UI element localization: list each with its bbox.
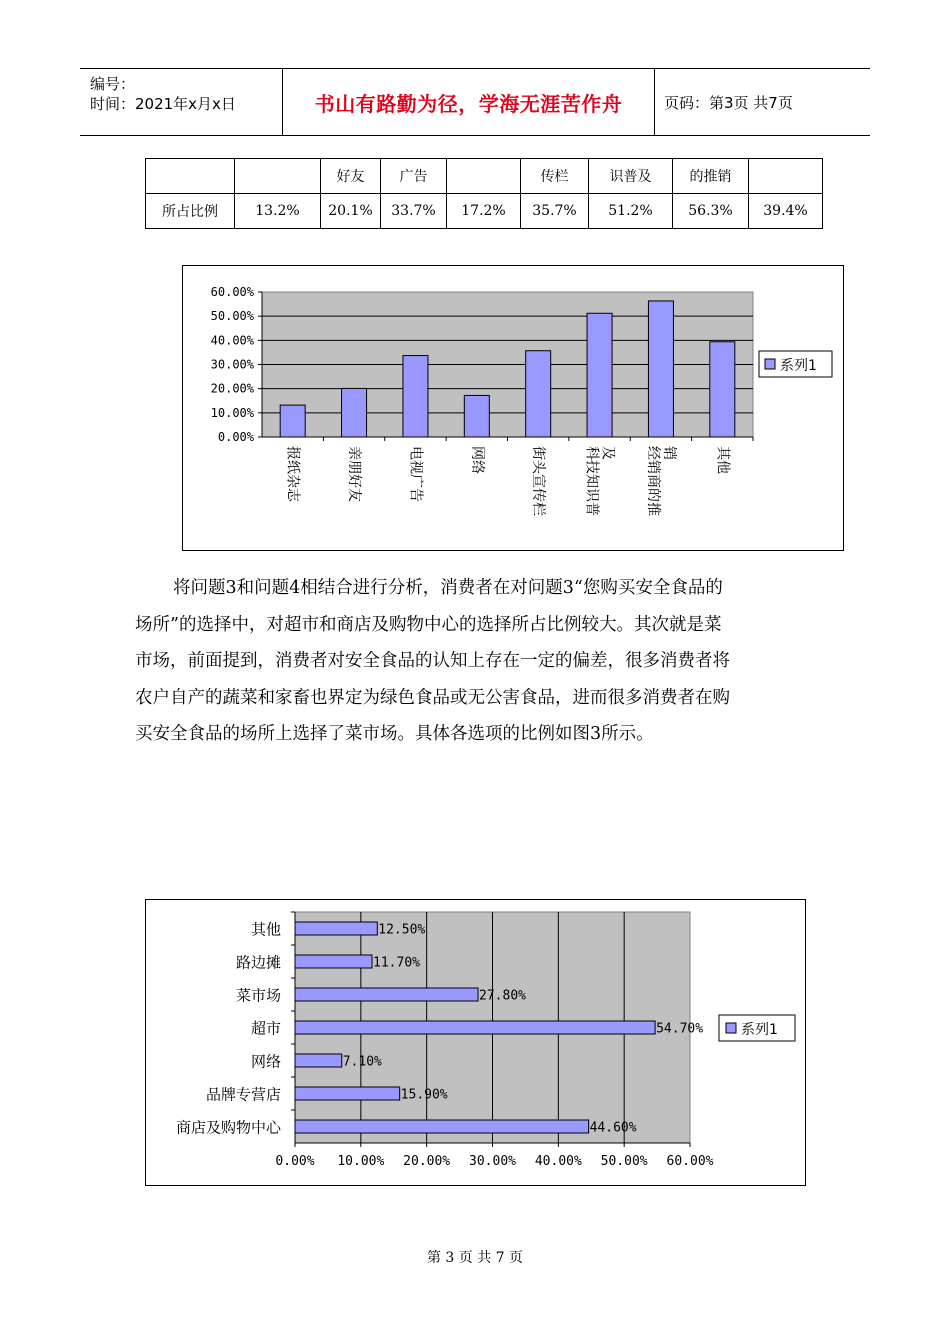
y-tick-label: 40.00% — [210, 333, 254, 348]
table-cell — [447, 159, 521, 194]
y-tick-label: 10.00% — [210, 405, 254, 420]
table-cell: 51.2% — [589, 194, 673, 229]
table-cell: 35.7% — [521, 194, 589, 229]
body-paragraph — [135, 570, 825, 753]
bar — [648, 301, 673, 437]
bar — [295, 922, 377, 935]
x-tick-label: 10.00% — [337, 1154, 385, 1169]
table-cell: 17.2% — [447, 194, 521, 229]
bar — [342, 388, 367, 437]
page-header — [80, 68, 870, 136]
paragraph-line: 将问题3和问题4相结合进行分析，消费者在对问题3“您购买安全食品的 — [173, 578, 723, 598]
bar — [295, 988, 478, 1001]
x-tick-label: 街头宣传栏 — [530, 446, 547, 516]
vertical-bar-chart-svg — [183, 266, 843, 550]
y-tick-label: 0.00% — [217, 430, 254, 444]
table-cell: 广告 — [381, 159, 447, 194]
header-info-cell — [80, 69, 283, 135]
table-cell: 所占比例 — [146, 194, 235, 229]
y-tick-label: 其他 — [250, 920, 281, 939]
y-tick-label: 路边摊 — [235, 953, 281, 972]
x-tick-label: 及 — [599, 446, 616, 460]
data-label: 12.50% — [378, 922, 426, 938]
x-tick-label: 30.00% — [469, 1154, 516, 1169]
bar — [280, 405, 305, 437]
table-cell: 39.4% — [749, 194, 823, 229]
table-cell: 识普及 — [589, 159, 673, 194]
legend-label: 系列1 — [780, 358, 817, 374]
data-label: 11.70% — [373, 955, 420, 971]
x-tick-label: 40.00% — [534, 1154, 582, 1169]
page-footer: 第 3 页 共 7 页 — [426, 1250, 524, 1266]
table-cell: 好友 — [321, 159, 381, 194]
x-tick-label: 报纸杂志 — [284, 446, 301, 502]
paragraph-line: 场所”的选择中，对超市和商店及购物中心的选择所占比例较大。其次就是菜 — [135, 614, 722, 635]
y-tick-label: 网络 — [250, 1052, 281, 1071]
data-label: 15.90% — [400, 1087, 448, 1103]
legend-label: 系列1 — [741, 1022, 778, 1038]
bar — [295, 1054, 342, 1067]
bar — [464, 395, 489, 437]
x-tick-label: 科技知识普 — [583, 446, 600, 516]
y-tick-label: 品牌专营店 — [205, 1085, 281, 1104]
horizontal-bar-chart-svg — [146, 900, 805, 1185]
table-row — [146, 194, 823, 229]
x-tick-label: 20.00% — [403, 1154, 451, 1169]
paragraph-line: 买安全食品的场所上选择了菜市场。具体各选项的比例如图3所示。 — [135, 724, 654, 744]
x-tick-label: 亲朋好友 — [346, 446, 363, 502]
y-tick-label: 60.00% — [210, 285, 254, 299]
x-tick-label: 50.00% — [600, 1154, 648, 1169]
header-motto: 书山有路勤为径，学海无涯苦作舟 — [283, 69, 655, 135]
bar — [710, 342, 735, 437]
x-tick-label: 60.00% — [666, 1154, 714, 1169]
number-label: 编号： — [90, 75, 136, 93]
table-cell: 20.1% — [321, 194, 381, 229]
data-label: 44.60% — [589, 1120, 637, 1136]
time-label: 时间：2021年x月x日 — [90, 95, 236, 113]
table-cell: 56.3% — [673, 194, 749, 229]
x-tick-label: 其他 — [714, 446, 731, 474]
data-label: 54.70% — [656, 1021, 704, 1037]
legend-swatch — [726, 1023, 736, 1033]
y-tick-label: 菜市场 — [235, 986, 281, 1005]
table-cell — [749, 159, 823, 194]
data-label: 7.10% — [342, 1054, 382, 1070]
bar — [295, 1120, 589, 1133]
table-cell: 传栏 — [521, 159, 589, 194]
paragraph-line: 农户自产的蔬菜和家畜也界定为绿色食品或无公害食品，进而很多消费者在购 — [135, 687, 730, 708]
x-tick-label: 销 — [660, 446, 677, 460]
header-page-label: 页码：第3页 共7页 — [664, 93, 793, 112]
table-cell: 13.2% — [235, 194, 321, 229]
x-tick-label: 经销商的推 — [644, 446, 661, 516]
y-tick-label: 商店及购物中心 — [175, 1118, 281, 1137]
y-tick-label: 30.00% — [210, 357, 254, 372]
table-cell — [235, 159, 321, 194]
y-tick-label: 50.00% — [210, 309, 254, 324]
y-tick-label: 20.00% — [210, 381, 254, 396]
bar — [587, 313, 612, 437]
table-cell — [146, 159, 235, 194]
bar — [403, 356, 428, 437]
data-table — [145, 158, 823, 229]
table-cell: 的推销 — [673, 159, 749, 194]
paragraph-line: 市场，前面提到，消费者对安全食品的认知上存在一定的偏差，很多消费者将 — [135, 651, 730, 671]
x-tick-label: 0.00% — [275, 1154, 315, 1169]
x-tick-label: 网络 — [468, 446, 485, 474]
bar — [295, 1021, 655, 1034]
bar — [526, 351, 551, 437]
legend-swatch — [765, 359, 775, 369]
horizontal-bar-chart — [145, 899, 806, 1186]
bar — [295, 1087, 400, 1100]
table-row — [146, 159, 823, 194]
table-cell: 33.7% — [381, 194, 447, 229]
vertical-bar-chart — [182, 265, 844, 551]
y-tick-label: 超市 — [250, 1019, 281, 1038]
x-tick-label: 电视广告 — [407, 446, 424, 502]
bar — [295, 955, 372, 968]
data-label: 27.80% — [479, 988, 526, 1004]
